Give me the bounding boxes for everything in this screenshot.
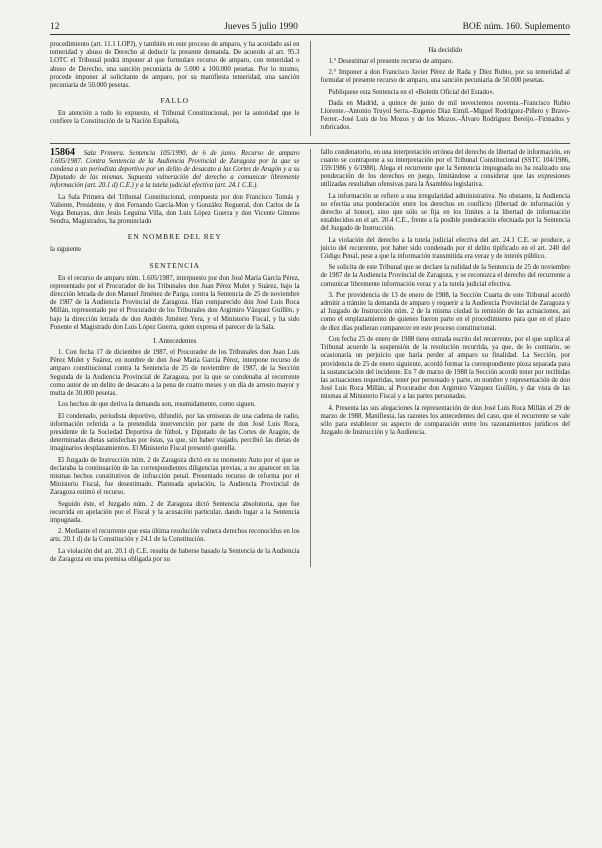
body-paragraph: En el recurso de amparo núm. 1.605/1987, interpuesto por don José María García Pérez, representado por el Procurador de los Tribunales don Juan Pérez Mulet y Suárez, bajo la dirección letrada de don Manuel Jiménez de Parga, contra la Sentencia de 25 de noviembre de 1987 de la Audiencia Provincial de Zaragoza. Han comparecido don José Luis Roca Millán, representado por el Procurador de los Tribunales don Argimiro Vázquez Guillén, y bajo la dirección letrada de don Andrés Jiménez Yera, y el Ministerio Fiscal, y ha sido Ponente el Magistrado don Luis López Guerra, quien expresa el parecer de la Sala. — [50, 274, 300, 331]
decision-item: 2.° Imponer a don Francisco Javier Pérez de Rada y Díez Rubio, por su temeridad al formular el presente recurso de amparo, una sanción pecuniaria de 50.000 pesetas. — [320, 69, 570, 85]
body-paragraph: Los hechos de que deriva la demanda son, resumidamente, como siguen. — [58, 401, 256, 409]
siguiente-label: la siguiente — [50, 246, 82, 254]
closing-paragraph: procedimiento (art. 11.1 LOPJ), y también en este proceso de amparo, y ha acordado así en temeridad y abuso de Derecho al deducir la presente demanda. De acuerdo al art. 95.3 LOTC el Tribunal podrá imponer al que formulare recurso de amparo, con temeridad o abuso de Derecho, una sanción pecuniaria de 5.000 a 100.000 pesetas. Por lo mismo, procede imponer al solicitante de amparo, por su manifiesta temeridad, una sanción pecuniaria de 50.000 pesetas. — [50, 41, 300, 90]
decision-item: 1.° Desestimar el presente recurso de amparo. — [328, 58, 454, 65]
running-header — [50, 22, 570, 35]
column-rule — [310, 41, 311, 136]
top-left-column — [50, 41, 300, 136]
body-paragraph: La violación del derecho a la tutela judicial efectiva del art. 24.1 C.E. se produce, a juicio del recurrente, por haber sido condenado por el delito tipificado en el art. 240 del Código Penal, pese a que la información transmitida era veraz y de interés público. — [320, 236, 570, 261]
body-paragraph: 4. Presenta las sus alegaciones la representación de don José Luis Roca Millán el 29 de marzo de 1988. Manifiesta, las razones los antecedentes del caso, que el recurrente se vale sólo para establecer su aspecto de comparación entre los razonamientos jurídicos del Juzgado de Instrucción y la Audiencia. — [320, 404, 570, 437]
fallo-text: En atención a todo lo expuesto, el Tribunal Constitucional, por la autoridad que le confiere la Constitución de la Nación Española, — [50, 110, 300, 126]
body-paragraph: 2. Mediante el recurrente que esta última resolución vulnera derechos reconocidos en los arts. 20.1 d) de la Constitución y 24.1 de la Constitución. — [50, 528, 300, 544]
publish-order: Publíquese esta Sentencia en el «Boletín Oficial del Estado». — [328, 88, 495, 96]
page-number: 12 — [50, 22, 60, 32]
signature-block: Dada en Madrid, a quince de junio de mil novecientos noventa.–Francisco Rubio Llorente.–Antonio Truyol Serra.–Eugenio Díaz Eimil.–Miguel Rodríguez-Piñero y Bravo-Ferrer.–José Luis de los Mozos y de los Mozos.–Álvaro Rodríguez Bereijo.–Firmados y rubricados. — [320, 99, 570, 132]
judgment-sumario: Sala Primera. Sentencia 105/1990, de 6 de junio. Recurso de amparo 1.605/1987. Contra Sentencia de la Audiencia Provincial de Zaragoza por la que se condena a un periodista deportivo por un delito de desacato a las Cortes de Aragón y a su Diputado de las mismas. Supuesta vulneración del derecho a comunicar libremente información (art. 20.1 d) C.E.) y a la tutela judicial efectiva (art. 24.1 C.E.). — [50, 149, 300, 190]
body-paragraph: El Juzgado de Instrucción núm. 2 de Zaragoza dictó en su momento Auto por el que se declaraba la continuación de las correspondientes diligencias previas, a no aparecer en las mismas hechos constitutivos de infracción penal. Presentado recurso de reforma por el Ministerio Fiscal, fue desestimado. Planteada apelación, la Audiencia Provincial de Zaragoza estimó el recurso. — [50, 456, 300, 497]
main-block — [50, 146, 570, 567]
section-divider — [50, 143, 570, 144]
main-right-column — [321, 149, 571, 567]
fallo-heading: FALLO — [160, 96, 190, 106]
body-paragraph: Se solicita de este Tribunal que se declare la nulidad de la Sentencia de 25 de noviembre de 1987 de la Audiencia Provincial de Zaragoza, y se reconozca el derecho del recurrente a comunicar libremente información veraz y a la tutela judicial efectiva. — [320, 264, 570, 288]
top-block — [50, 41, 570, 136]
judgment-summary — [50, 146, 300, 191]
column-rule — [310, 149, 311, 567]
body-paragraph: 1. Con fecha 17 de diciembre de 1987, el Procurador de los Tribunales don Juan Luis Pérez Mulet y Suárez, en nombre de don José María García Pérez, interpone recurso de amparo constitucional contra la Sentencia de 25 de noviembre de 1987, de la Sección Segunda de la Audiencia Provincial de Zaragoza, por la que se condenaba al recurrente como autor de un delito de desacato a la pena de cuatro meses y un día de arresto mayor y multa de 30.000 pesetas. — [50, 349, 300, 398]
body-paragraph: Seguido éste, el Juzgado núm. 2 de Zaragoza dictó Sentencia absolutoria, que fue recurrida en apelación por el Fiscal y la acusación particular, dando lugar a la Sentencia impugnada. — [50, 500, 300, 524]
top-right-column — [321, 41, 571, 136]
decidido-heading: Ha decidido — [428, 46, 463, 54]
body-paragraph: El condenado, periodista deportivo, difundió, por las emisoras de una cadena de radio, información referida a la pretendida intervención por parte de don José Luis Roca, presidente de la Sociedad Deportiva de fútbol, y Diputado de las Cortes de Aragón, de determinadas dietas satisfechas por éstas, ya que, sin haber viajado, percibió las dietas de imaginarios desplazamientos. El Ministerio Fiscal presentó querella. — [50, 412, 300, 453]
document-page — [50, 22, 570, 838]
journal-name: BOE núm. 160. Suplemento — [462, 22, 570, 32]
issue-date: Jueves 5 julio 1990 — [224, 22, 298, 32]
rey-heading: EN NOMBRE DEL REY — [127, 232, 222, 242]
main-left-column — [50, 146, 300, 567]
body-paragraph: La información se refiere a una irregularidad administrativa. No obstante, la Audiencia no efectúa una ponderación entre los derechos en conflicto (libertad de información y derecho al honor), sino que sólo se fija en los límites a la libertad de información establecidos en el art. 20.4 C.E., frente a la posible ponderación efectuada por la Sentencia del Juzgado de Instrucción. — [320, 192, 570, 233]
body-paragraph: fallo condenatorio, en una interpretación errónea del derecho de libertad de información, en cuanto se contrapone a su interpretación por el Tribunal Constitucional (SSTC 104/1986, 159/1986 y 6/1988). Alega el recurrente que la Sentencia impugnada no ha realizado una ponderación de los derechos en juego, limitándose a considerar que las expresiones utilizadas resultaban ofensivas para la Asamblea legislativa. — [320, 148, 570, 189]
body-paragraph: 3. Por providencia de 13 de enero de 1988, la Sección Cuarta de este Tribunal acordó admitir a trámite la demanda de amparo y requerir a la Audiencia Provincial de Zaragoza y al Juzgado de Instrucción núm. 2 de la misma ciudad la remisión de las actuaciones, así como el emplazamiento de quienes fueron parte en el procedimiento para que en el plazo de diez días pudieran comparecer en este proceso constitucional. — [320, 291, 570, 332]
body-paragraph: Con fecha 25 de enero de 1988 tiene entrada escrito del recurrente, por el que suplica al Tribunal acuerde la suspensión de la resolución recurrida, ya que, de lo contrario, se ocasionaría un perjuicio que haría perder al amparo su finalidad. La Sección, por providencia de 25 de enero siguiente, acordó formar la correspondiente pieza separada para la sustanciación del incidente. En 7 de marzo de 1988 la Sección acordó tener por recibidas las actuaciones requeridas, tener por personado y parte, en nombre y representación de don José Luis Roca Millán, al Procurador don Argimiro Vázquez Guillén, y dar vista de las mismas al Ministerio Fiscal y a las partes personadas. — [320, 335, 570, 401]
body-paragraph: La violación del art. 20.1 d) C.E. resulta de haberse basado la Sentencia de la Audiencia de Zaragoza en una premisa obligada por su — [50, 547, 300, 563]
court-composition: La Sala Primera del Tribunal Constitucional, compuesta por don Francisco Tomás y Valiente, Presidente, y don Fernando García-Mon y González Regueral, don Carlos de la Vega Benayas, don Jesús Leguina Villa, don Luis López Guerra y don Vicente Gimeno Sendra, Magistrados, ha pronunciado — [50, 193, 300, 226]
antecedentes-heading: I. Antecedentes — [153, 337, 197, 346]
judgment-number: 15864 — [50, 146, 75, 158]
sentencia-heading: SENTENCIA — [149, 260, 201, 270]
